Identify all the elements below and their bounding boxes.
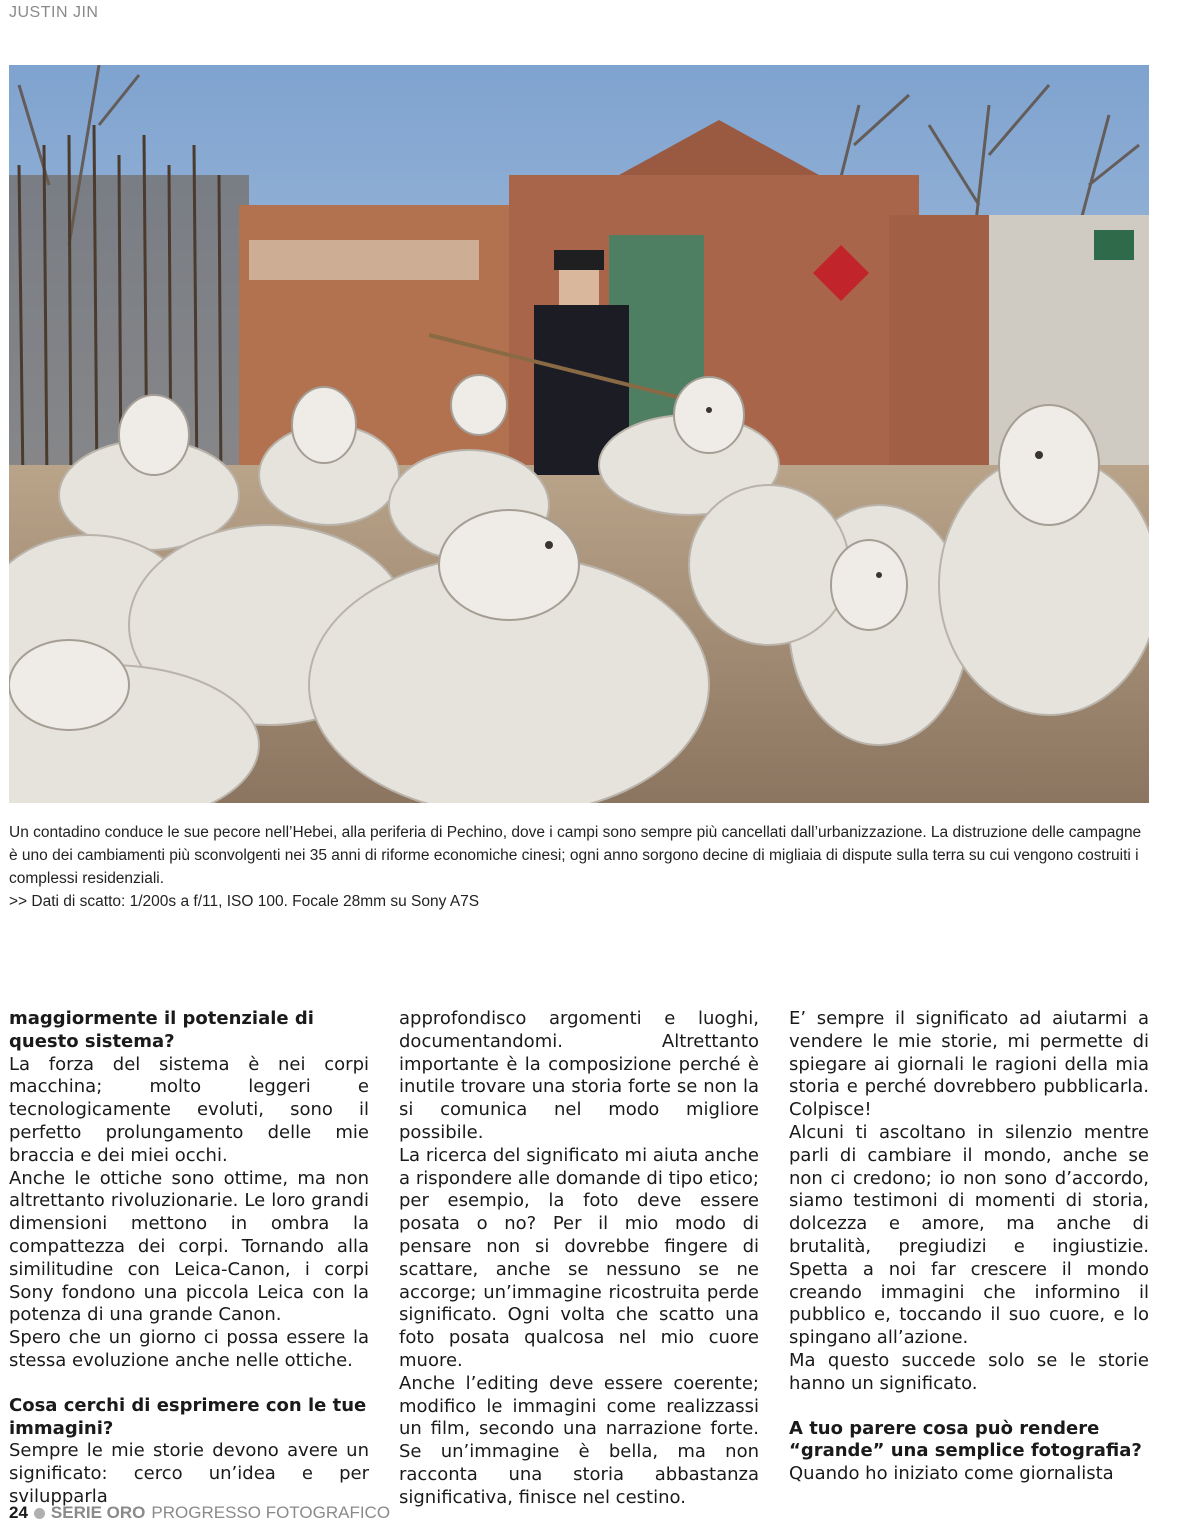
paragraph: Alcuni ti ascoltano in silenzio mentre parli di cambiare il mondo, anche se non ci credono; io non sono d’accordo, siamo testimoni di momenti di storia, dolcezza e amore, ma anche di brutalità, pregiudizi e ingiustizie. Spetta a noi far crescere il mondo creando immagini che informino il pubblico e, toccando il suo cuore, e lo spingano all’azione. (789, 1121, 1149, 1349)
paragraph: La forza del sistema è nei corpi macchina; molto leggeri e tecnologicamente evoluti, sono il perfetto prolungamento delle mie braccia e dei miei occhi. (9, 1053, 369, 1166)
question-heading: maggiormente il potenziale di questo sistema? (9, 1008, 314, 1052)
article-column-2 (399, 1008, 759, 1510)
caption-text: Un contadino conduce le sue pecore nell’Hebei, alla periferia di Pechino, dove i campi sono sempre più cancellati dall’urbanizzazione. La distruzione delle campagne è uno dei cambiamenti più sconvolgenti nei 35 anni di riforme economiche cinesi; ogni anno sorgono decine di migliaia di dispute sulla terra su cui vengono costruiti i complessi residenziali. (9, 824, 1142, 887)
magazine-name: PROGRESSO FOTOGRAFICO (151, 1503, 391, 1522)
series-name: SERIE ORO (50, 1503, 146, 1522)
paragraph: Ma questo succede solo se le storie hanno un significato. (789, 1349, 1149, 1394)
bullet-dot-icon (34, 1508, 45, 1519)
page-number: 24 (9, 1503, 28, 1522)
paragraph: Sempre le mie storie devono avere un significato: cerco un’idea e per svilupparla (9, 1440, 369, 1507)
article-column-3 (789, 1008, 1149, 1486)
farmer-with-sheep-photo (9, 65, 1149, 803)
paragraph: Spero che un giorno ci possa essere la stessa evoluzione anche nelle ottiche. (9, 1327, 369, 1371)
author-name: JUSTIN JIN (9, 4, 99, 21)
paragraph: approfondisco argomenti e luoghi, documentandomi. Altrettanto importante è la composizione perché è inutile trovare una storia forte se non la si comunica nel modo migliore possibile. (399, 1008, 759, 1143)
paragraph: Anche l’editing deve essere coerente; modifico le immagini come realizzassi un film, secondo una narrazione forte. Se un’immagine è bella, ma non racconta una storia abbastanza significativa, finisce nel cestino. (399, 1372, 759, 1508)
paragraph: La ricerca del significato mi aiuta anche a rispondere alle domande di tipo etico; per esempio, la foto deve essere posata o no? Per il mio modo di pensare non si dovrebbe fingere di scattare, anche se nessuno se ne accorge; un’immagine ricostruita perde significato. Ogni volta che scatto una foto posata qualcosa nel mio cuore muore. (399, 1144, 759, 1371)
page-footer (9, 1503, 390, 1523)
question-heading: Cosa cerchi di esprimere con le tue immagini? (9, 1394, 367, 1439)
paragraph: Quando ho iniziato come giornalista (789, 1463, 1114, 1485)
question-heading: A tuo parere cosa può rendere “grande” una semplice fotografia? (789, 1417, 1142, 1462)
caption-exif: >> Dati di scatto: 1/200s a f/11, ISO 100. Focale 28mm su Sony A7S (9, 893, 480, 910)
article-column-1 (9, 1008, 369, 1509)
paragraph: E’ sempre il significato ad aiutarmi a vendere le mie storie, mi permette di spiegare ai giornali le ragioni della mia storia e perché dovrebbero pubblicarla. Colpisce! (789, 1008, 1149, 1121)
photo-caption (9, 821, 1149, 913)
paragraph: Anche le ottiche sono ottime, ma non altrettanto rivoluzionarie. Le loro grandi dimensioni mettono in ombra la compattezza dei corpi. Tornando alla similitudine con Leica-Canon, i corpi Sony fondono una piccola Leica con la potenza di una grande Canon. (9, 1167, 369, 1326)
photo-illustration (9, 65, 1149, 803)
